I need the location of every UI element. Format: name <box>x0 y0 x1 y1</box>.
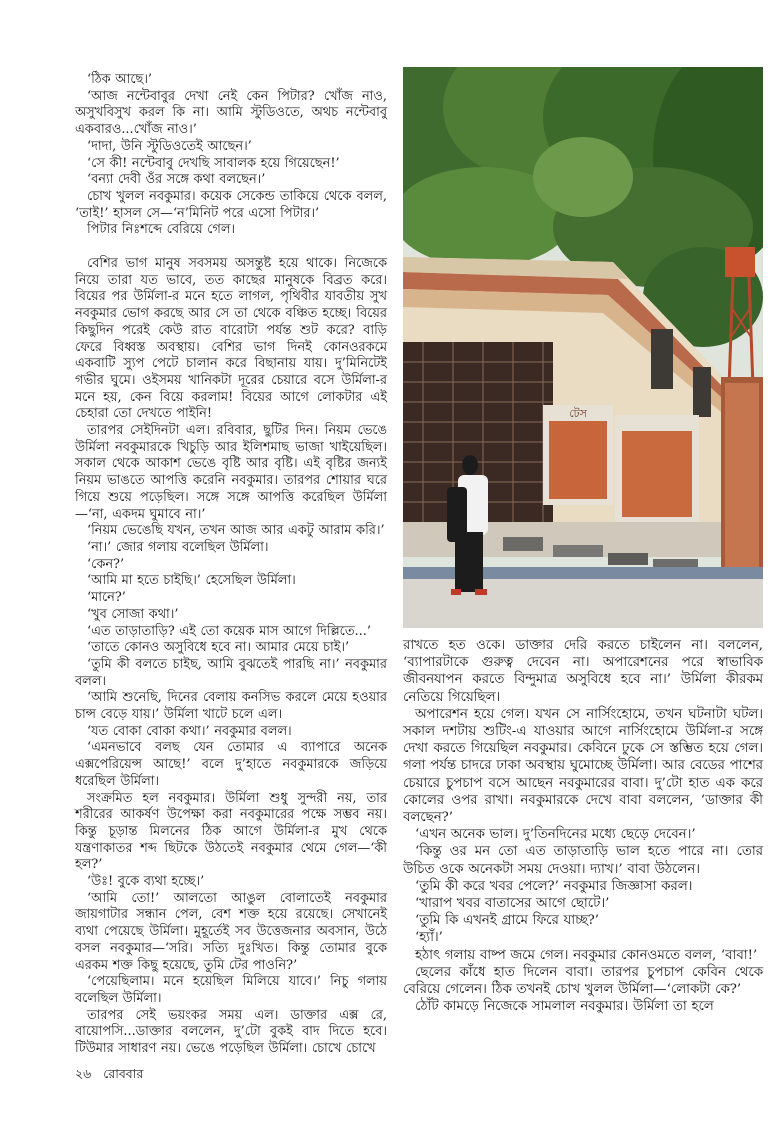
paragraph: ঠোঁট কামড়ে নিজেকে সামলাল নবকুমার। উর্মিলা তা হলে <box>415 999 714 1015</box>
paragraph: তারপর সেইদিনটা এল। রবিবার, ছুটির দিন। নিয়ম ভেঙে উর্মিলা নবকুমারকে খিচুড়ি আর ইলিশমাছ ভাজা খাইয়েছিল। সকাল থেকে আকাশ ভেঙে বৃষ্টি আর বৃষ্টি। এই বৃষ্টির জন্যই নিয়ম ভাঙতে আপত্তি করেনি নবকুমার। তারপর শোয়ার ঘরে গিয়ে শুয়ে পড়েছিল। সঙ্গে সঙ্গে আপত্তি করেছিল উর্মিলা—‘না, একদম ঘুমাবে না।’ <box>75 423 387 522</box>
paragraph: ‘সে কী! নন্টেবাবু দেখছি সাবালক হয়ে গিয়েছেন!’ <box>87 155 340 171</box>
paragraph: ‘হ্যাঁ।’ <box>415 930 443 946</box>
paragraph: ‘বন্যা দেবী ওঁর সঙ্গে কথা বলছেন।’ <box>87 172 266 188</box>
magazine-name: রোববার <box>103 1066 144 1081</box>
paragraph: ‘আজ নন্টেবাবুর দেখা নেই কেন পিটার? খোঁজ নাও, অসুখবিসুখ করল কি না। আমি স্টুডিওতে, অথচ নন্টেবাবু একবারও...খোঁজ নাও।’ <box>75 88 387 138</box>
paragraph: ‘খারাপ খবর বাতাসের আগে ছোটে।’ <box>415 896 610 912</box>
page-footer <box>75 1066 151 1086</box>
paragraph: ‘পেয়েছিলাম। মনে হয়েছিল মিলিয়ে যাবে।’ নিচু গলায় বলেছিল উর্মিলা। <box>75 974 387 1006</box>
paragraph: ‘আমি মা হতে চাইছি।’ হেসেছিল উর্মিলা। <box>87 573 296 589</box>
paragraph: ‘এত তাড়াতাড়ি? এই তো কয়েক মাস আগে দিল্লিতে...’ <box>87 623 371 639</box>
paragraph: চোখ খুলল নবকুমার। কয়েক সেকেন্ড তাকিয়ে থেকে বলল, ‘তাই!’ হাসল সে—‘ন’মিনিট পরে এসো পিটার।’ <box>75 188 387 221</box>
paragraph: ‘আমি শুনেছি, দিনের বেলায় কনসিভ করলে মেয়ে হওয়ার চান্স বেড়ে যায়।’ উর্মিলা খাটে চলে এল। <box>75 690 387 723</box>
paragraph: ‘মানে?’ <box>87 590 126 606</box>
paragraph: ‘তুমি কি এখনই গ্রামে ফিরে যাচ্ছ?’ <box>415 913 600 929</box>
paragraph: রাখতে হত ওকে। ডাক্তার দেরি করতে চাইলেন না। বললেন, ‘ব্যাপারটাকে গুরুত্ব দেবেন না। অপারেশনের পরে স্বাভাবিক জীবনযাপন করতে বিন্দুমাত্র অসুবিধে হবে না।’ উর্মিলা কীরকম নেতিয়ে গিয়েছিল। <box>403 638 763 705</box>
paragraph: তারপর সেই ভয়ংকর সময় এল। ডাক্তার এক্স রে, বায়োপসি...ডাক্তার বললেন, দু’টো বুকই বাদ দিতে হবে। টিউমার সাধারণ নয়। ভেঙে পড়েছিল উর্মিলা। চোখে চোখে <box>75 1007 387 1057</box>
paragraph: ‘এখন অনেক ভাল। দু’তিনদিনের মধ্যে ছেড়ে দেবেন।’ <box>415 827 696 843</box>
paragraph: ‘এমনভাবে বলছ যেন তোমার এ ব্যাপারে অনেক এক্সপেরিয়েন্স আছে!’ বলে দু’হাতে নবকুমারকে জড়িয়ে ধরেছিল উর্মিলা। <box>75 740 387 789</box>
paragraph: ‘কিন্তু ওর মন তো এত তাড়াতাড়ি ভাল হতে পারে না। তোর উচিত ওকে অনেকটা সময় দেওয়া। দ্যাখ।’ বাবা উঠলেন। <box>403 844 763 877</box>
paragraph: সংক্রমিত হল নবকুমার। উর্মিলা শুধু সুন্দরী নয়, তার শরীরের আকর্ষণ উপেক্ষা করা নবকুমারের পক্ষে সম্ভব নয়। কিন্তু চূড়ান্ত মিলনের ঠিক আগে উর্মিলা-র মুখ থেকে যন্ত্রণাকাতর শব্দ ছিটকে উঠতেই নবকুমার থেমে গেল—‘কী হল?’ <box>75 790 387 873</box>
paragraph: ‘তাতে কোনও অসুবিধে হবে না। আমার মেয়ে চাই।’ <box>87 640 350 656</box>
paragraph: পিটার নিঃশব্দে বেরিয়ে গেল। <box>87 222 236 238</box>
paragraph: বেশির ভাগ মানুষ সবসময় অসন্তুষ্ট হয়ে থাকে। নিজেকে নিয়ে তারা যত ভাবে, তত কাছের মানুষকে বিব্রত করে। বিয়ের পর উর্মিলা-র মনে হতে লাগল, পৃথিবীর যাবতীয় সুখ নবকুমার ভোগ করছে আর সে তা থেকে বঞ্চিত হচ্ছে। বিয়ের কিছুদিন পরেই কেউ রাত বারোটা পর্যন্ত শুট করে? বাড়ি ফেরে বিধ্বস্ত অবস্থায়। বেশির ভাগ দিনই কোনওরকমে একবাটি স্যুপ পেটে চালান করে বিছানায় যায়। দু’মিনিটেই গভীর ঘুমে। ওইসময় খানিকটা দূরের চেয়ারে বসে উর্মিলা-র মনে হয়, কেন বিয়ে করলাম! বিয়ের আগে লোকটার এই চেহারা তো দেখতে পাইনি! <box>75 256 387 422</box>
paragraph: অপারেশন হয়ে গেল। যখন সে নার্সিংহোমে, তখন ঘটনাটা ঘটল। সকাল দশটায় শুটিং-এ যাওয়ার আগে নার্সিংহোমে উর্মিলা-র সঙ্গে দেখা করতে গিয়েছিল নবকুমার। কেবিনে ঢুকে সে স্তম্ভিত হয়ে গেল। গলা পর্যন্ত চাদরে ঢাকা অবস্থায় ঘুমোচ্ছে উর্মিলা। আর বেডের পাশের চেয়ারে চুপচাপ বসে আছেন নবকুমারের বাবা। দু’টো হাত এক করে কোলের ওপর রাখা। নবকুমারকে দেখে বাবা বললেন, ‘ডাক্তার কী বলছেন?’ <box>403 706 763 826</box>
paragraph: ‘তুমি কী করে খবর পেলে?’ নবকুমার জিজ্ঞাসা করল। <box>415 878 693 894</box>
paragraph: ‘আমি তো!’ আলতো আঙুল বোলাতেই নবকুমার জায়গাটার সন্ধান পেল, বেশ শক্ত হয়ে রয়েছে। সেখানেই ব্যথা পেয়েছে উর্মিলা। মুহূর্তেই সব উত্তেজনার অবসান, উঠে বসল নবকুমার—‘সরি। সত্যি দুঃখিত। কিন্তু তোমার বুকে এরকম শক্ত কিছু হয়েছে, তুমি টের পাওনি?’ <box>75 890 387 973</box>
paragraph: ‘না।’ জোর গলায় বলেছিল উর্মিলা। <box>87 539 269 555</box>
paragraph: ‘উঃ! বুকে ব্যথা হচ্ছে।’ <box>87 874 205 890</box>
paragraph: ‘ঠিক আছে।’ <box>87 72 153 87</box>
paragraph: ‘দাদা, উনি স্টুডিওতেই আছেন।’ <box>87 138 252 154</box>
paragraph: হঠাৎ গলায় বাষ্প জমে গেল। নবকুমার কোনওমতে বলল, ‘বাবা!’ <box>415 947 758 963</box>
paragraph: ‘কেন?’ <box>87 556 125 572</box>
paragraph: ছেলের কাঁধে হাত দিলেন বাবা। তারপর চুপচাপ কেবিন থেকে বেরিয়ে গেলেন। ঠিক তখনই চোখ খুলল উর্মিলা—‘লোকটা কে?’ <box>403 964 763 998</box>
street-photo <box>403 67 763 628</box>
paragraph: ‘খুব সোজা কথা।’ <box>87 606 179 622</box>
article-right-column <box>403 637 763 1015</box>
paragraph: ‘নিয়ম ভেঙেছি যখন, তখন আজ আর একটু আরাম করি।’ <box>87 523 385 539</box>
paragraph: ‘তুমি কী বলতে চাইছ, আমি বুঝতেই পারছি না।’ নবকুমার বলল। <box>75 656 387 689</box>
poster-label: টেস <box>569 407 587 420</box>
article-left-column <box>75 72 387 1058</box>
paragraph: ‘যত বোকা বোকা কথা।’ নবকুমার বলল। <box>87 723 292 739</box>
page-number: ২৬ <box>75 1066 92 1081</box>
